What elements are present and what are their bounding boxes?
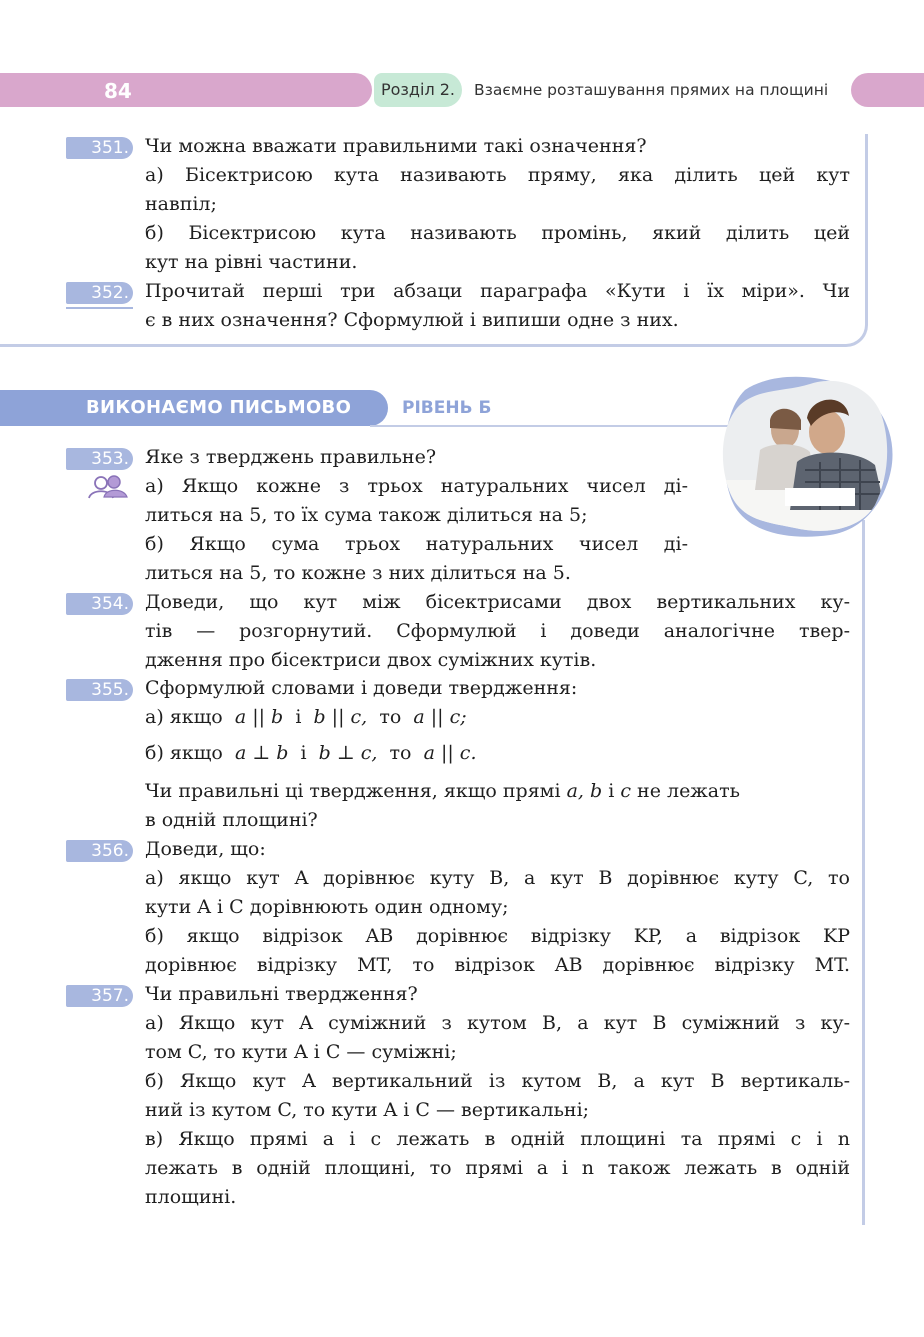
exercise-number: 355. xyxy=(66,679,133,701)
written-exercises-frame xyxy=(862,520,865,1225)
exercise-line: а) якщо кут A дорівнює куту B, а кут B дорівнює куту C, то xyxy=(145,867,850,889)
pair-work-icon xyxy=(86,474,130,500)
exercise-line: кут на рівні частини. xyxy=(145,251,358,273)
exercise-line: площині. xyxy=(145,1186,237,1208)
badge-underline xyxy=(66,307,133,309)
exercise-line: кути A і C дорівнюють один одному; xyxy=(145,896,509,918)
exercise-line: б) Якщо кут A вертикальний із кутом B, а кут B вертикаль- xyxy=(145,1070,850,1092)
banner-rule xyxy=(370,425,730,427)
exercise-number: 357. xyxy=(66,985,133,1007)
exercise-line-math: б) якщо a ⊥ b і b ⊥ c, то a || c. xyxy=(145,742,477,764)
exercise-line: дорівнює відрізку MT, то відрізок AB дорівнює відрізку MT. xyxy=(145,954,850,976)
exercise-number: 353. xyxy=(66,448,133,470)
header-band-left xyxy=(0,73,372,107)
exercise-line: Доведи, що: xyxy=(145,838,266,860)
exercise-line: б) якщо відрізок AB дорівнює відрізку KP, а відрізок KP xyxy=(145,925,850,947)
section-label: Розділ 2. xyxy=(374,73,462,107)
exercise-line: є в них означення? Сформулюй і випиши одне з них. xyxy=(145,309,679,331)
header-band-right xyxy=(851,73,924,107)
exercise-number: 351. xyxy=(66,137,133,159)
exercise-line: б) Бісектрисою кута називають промінь, який ділить цей xyxy=(145,222,850,244)
exercise-line: Чи правильні твердження? xyxy=(145,983,418,1005)
exercise-line: Яке з тверджень правильне? xyxy=(145,446,437,468)
section-banner-title: ВИКОНАЄМО ПИСЬМОВО xyxy=(86,397,352,418)
exercise-line: Прочитай перші три абзаци параграфа «Кути і їх міри». Чи xyxy=(145,280,850,302)
exercise-line: в) Якщо прямі a і c лежать в одній площині та прямі c і n xyxy=(145,1128,850,1150)
exercise-line: Доведи, що кут між бісектрисами двох вертикальних ку- xyxy=(145,591,850,613)
exercise-line: а) Якщо кожне з трьох натуральних чисел ді- xyxy=(145,475,688,497)
exercise-line-math: а) якщо a || b і b || c, то a || c; xyxy=(145,706,467,728)
exercise-line: лежать в одній площині, то прямі a і n також лежать в одній xyxy=(145,1157,850,1179)
exercise-line: ний із кутом C, то кути A і C — вертикальні; xyxy=(145,1099,590,1121)
exercise-number: 356. xyxy=(66,840,133,862)
exercise-line-math: Чи правильні ці твердження, якщо прямі a, b і c не лежать xyxy=(145,780,740,802)
page-number: 84 xyxy=(104,79,132,103)
exercise-line: а) Бісектрисою кута називають пряму, яка ділить цей кут xyxy=(145,164,850,186)
exercise-line: тів — розгорнутий. Сформулюй і доведи аналогічне твер- xyxy=(145,620,850,642)
section-title: Взаємне розташування прямих на площині xyxy=(474,81,829,99)
exercise-number: 354. xyxy=(66,593,133,615)
exercise-line: навпіл; xyxy=(145,193,217,215)
exercise-line: литься на 5, то кожне з них ділиться на 5. xyxy=(145,562,571,584)
exercise-line: в одній площині? xyxy=(145,809,318,831)
exercise-line: том C, то кути A і C — суміжні; xyxy=(145,1041,457,1063)
exercise-line: литься на 5, то їх сума також ділиться на 5; xyxy=(145,504,588,526)
exercise-line: Сформулюй словами і доведи твердження: xyxy=(145,677,578,699)
level-label: РІВЕНЬ Б xyxy=(402,398,492,418)
exercise-line: а) Якщо кут A суміжний з кутом B, а кут B суміжний з ку- xyxy=(145,1012,850,1034)
exercise-line: дження про бісектриси двох суміжних кутів. xyxy=(145,649,597,671)
exercise-number: 352. xyxy=(66,282,133,304)
exercise-line: Чи можна вважати правильними такі означення? xyxy=(145,135,647,157)
exercise-line: б) Якщо сума трьох натуральних чисел ді- xyxy=(145,533,688,555)
